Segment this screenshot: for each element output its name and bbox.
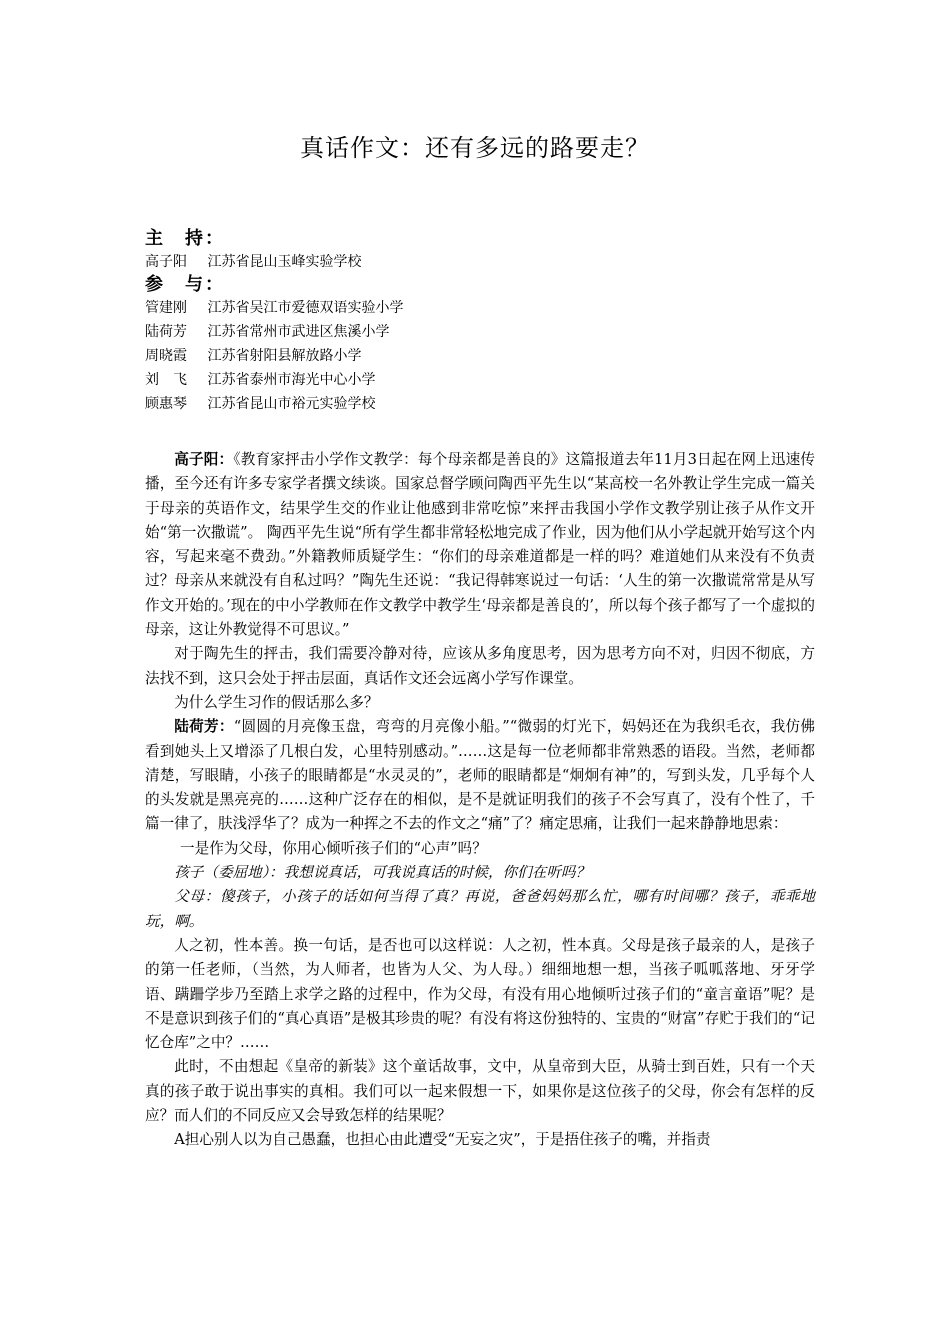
person-name: 高子阳 <box>145 254 187 270</box>
paragraph <box>145 1055 815 1128</box>
article-body <box>145 448 815 1153</box>
person-school: 江苏省吴江市爱德双语实验小学 <box>207 300 404 316</box>
participant-person <box>145 368 845 392</box>
paragraph <box>145 448 815 642</box>
person-name: 顾惠琴 <box>145 396 187 412</box>
participant-person <box>145 392 845 416</box>
paragraph-text: 此时，不由想起《皇帝的新装》这个童话故事，文中，从皇帝到大臣，从骑士到百姓，只有一个天真的孩子敢于说出事实的真相。我们可以一起来假想一下，如果你是这位孩子的父母，你会有怎样的反应？而人们的不同反应又会导致怎样的结果呢？ <box>145 1058 815 1125</box>
paragraph-text: “圆圆的月亮像玉盘，弯弯的月亮像小船。”“微弱的灯光下，妈妈还在为我织毛衣，我仿佛看到她头上又增添了几根白发，心里特别感动。”……这是每一位老师都非常熟悉的语段。当然，老师都清楚，写眼睛，小孩子的眼睛都是“水灵灵的”，老师的眼睛都是“炯炯有神”的，写到头发，几乎每个人的头发就是黑亮亮的……这种广泛存在的相似，是不是就证明我们的孩子不会写真了，没有个性了，千篇一律了，肤浅浮华了？成为一种挥之不去的作文之“痛”了？痛定思痛，让我们一起来静静地思索： <box>145 718 815 833</box>
person-name: 刘 飞 <box>145 372 187 388</box>
paragraph <box>145 715 815 836</box>
dialogue-line <box>145 885 815 934</box>
person-name: 管建刚 <box>145 300 187 316</box>
paragraph-text: 为什么学生习作的假话那么多？ <box>174 693 379 711</box>
paragraph-text: 孩子（委屈地）：我想说真话，可我说真话的时候，你们在听吗？ <box>174 864 591 882</box>
host-label: 主 持： <box>145 228 225 249</box>
person-name: 陆荷芳 <box>145 324 187 340</box>
document-title: 真话作文：还有多远的路要走？ <box>300 134 650 162</box>
paragraph-text: 人之初，性本善。换一句话，是否也可以这样说：人之初，性本真。父母是孩子最亲的人，是孩子的第一任老师，（当然，为人师者，也皆为人父、为人母。）细细地想一想，当孩子呱呱落地、牙牙学语、蹒跚学步乃至踏上求学之路的过程中，作为父母，有没有用心地倾听过孩子们的“童言童语”呢？是不是意识到孩子们的“真心真语”是极其珍贵的呢？有没有将这份独特的、宝贵的“财富”存贮于我们的“记忆仓库”之中？…… <box>145 936 815 1052</box>
paragraph-text: 父母：傻孩子，小孩子的话如何当得了真？再说，爸爸妈妈那么忙，哪有时间哪？孩子，乖乖地玩，啊。 <box>145 888 815 930</box>
participant-person <box>145 296 845 320</box>
person-school: 江苏省昆山市裕元实验学校 <box>207 396 376 412</box>
person-school: 江苏省常州市武进区焦溪小学 <box>207 324 390 340</box>
person-school: 江苏省泰州市海光中心小学 <box>207 372 376 388</box>
dialogue-line <box>145 861 815 885</box>
paragraph <box>145 837 815 861</box>
person-name: 周晓霞 <box>145 348 187 364</box>
paragraph-text: 对于陶先生的抨击，我们需要冷静对待，应该从多角度思考，因为思考方向不对，归因不彻底，方法找不到，这只会处于抨击层面，真话作文还会远离小学写作课堂。 <box>145 645 815 687</box>
paragraph <box>145 1128 815 1152</box>
paragraph <box>145 642 815 691</box>
paragraph-text: A担心别人以为自己愚蠢，也担心由此遭受“无妄之灾”，于是捂住孩子的嘴，并指责 <box>174 1131 711 1149</box>
person-school: 江苏省昆山玉峰实验学校 <box>207 254 362 270</box>
paragraph <box>145 691 815 715</box>
participant-person <box>145 320 845 344</box>
participant-person <box>145 344 845 368</box>
speaker-name: 陆荷芳： <box>174 718 234 736</box>
person-school: 江苏省射阳县解放路小学 <box>207 348 362 364</box>
paragraph <box>145 934 815 1055</box>
participant-list <box>145 228 845 416</box>
speaker-name: 高子阳： <box>174 451 234 468</box>
paragraph-text: 《教育家抨击小学作文教学：每个母亲都是善良的》这篇报道去年11月3日起在网上迅速传播，至今还有许多专家学者撰文续谈。国家总督学顾问陶西平先生以“某高校一名外教让学生完成一篇关于母亲的英语作文，结果学生交的作业让他感到非常吃惊”来抨击我国小学作文教学别让孩子从作文开始“第一次撒谎”。 陶西平先生说“所有学生都非常轻松地完成了作业，因为他们从小学起就开始写这个内容，写起来毫不费劲。”外籍教师质疑学生：“你们的母亲难道都是一样的吗？难道她们从来没有不负责过？母亲从来就没有自私过吗？”陶先生还说：“我记得韩寒说过一句话：‘人生的第一次撒谎常常是从写作文开始的。’现在的中小学教师在作文教学中教学生‘母亲都是善良的’，所以每个孩子都写了一个虚拟的母亲，这让外教觉得不可思议。” <box>145 451 815 639</box>
participants-label: 参 与： <box>145 274 225 295</box>
host-person <box>145 250 845 274</box>
paragraph-text: 一是作为父母，你用心倾听孩子们的“心声”吗？ <box>180 839 487 857</box>
